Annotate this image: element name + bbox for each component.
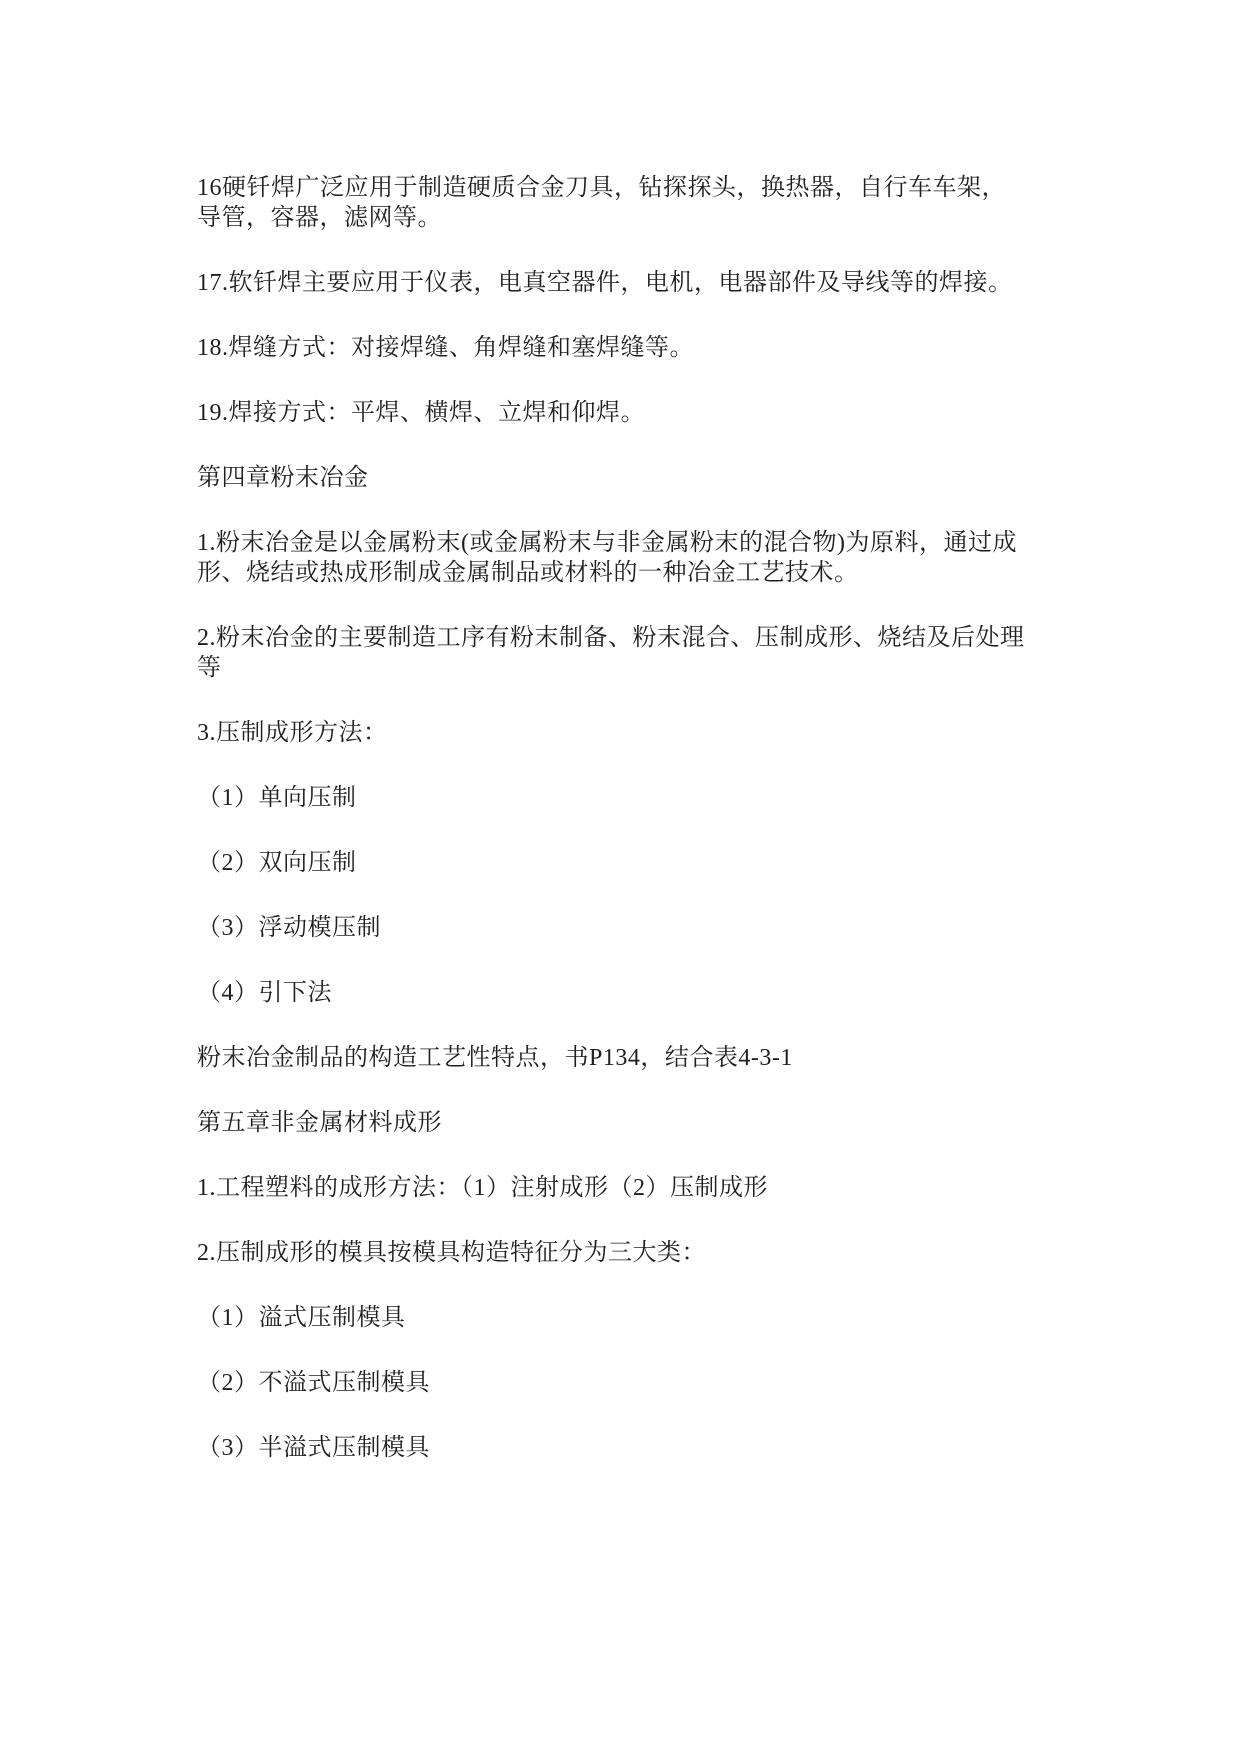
text-line: （3）浮动模压制 bbox=[197, 915, 381, 941]
paragraph bbox=[197, 268, 1029, 298]
paragraph bbox=[197, 173, 1029, 233]
text-line: 粉末冶金制品的构造工艺性特点，书P134，结合表4-3-1 bbox=[197, 1045, 793, 1071]
list-item bbox=[197, 913, 1029, 943]
paragraph bbox=[197, 1043, 1029, 1073]
text-line: 19.焊接方式：平焊、横焊、立焊和仰焊。 bbox=[197, 400, 645, 426]
paragraph bbox=[197, 1173, 1029, 1203]
list-item bbox=[197, 1368, 1029, 1398]
text-line: （4）引下法 bbox=[197, 980, 332, 1006]
paragraph bbox=[197, 1238, 1029, 1268]
text-line: 2.粉末冶金的主要制造工序有粉末制备、粉末混合、压制成形、烧结及后处理 bbox=[197, 625, 1025, 651]
paragraph bbox=[197, 398, 1029, 428]
paragraph bbox=[197, 623, 1029, 683]
text-line: 形、烧结或热成形制成金属制品或材料的一种冶金工艺技术。 bbox=[197, 560, 859, 586]
paragraph bbox=[197, 718, 1029, 748]
text-line: 2.压制成形的模具按模具构造特征分为三大类： bbox=[197, 1240, 706, 1266]
text-line: 1.工程塑料的成形方法：（1）注射成形（2）压制成形 bbox=[197, 1175, 768, 1201]
chapter-heading bbox=[197, 1108, 1029, 1138]
text-line: （1）溢式压制模具 bbox=[197, 1305, 406, 1331]
list-item bbox=[197, 848, 1029, 878]
text-line: 18.焊缝方式：对接焊缝、角焊缝和塞焊缝等。 bbox=[197, 335, 694, 361]
text-line: （1）单向压制 bbox=[197, 785, 357, 811]
text-line: （2）双向压制 bbox=[197, 850, 357, 876]
text-line: 3.压制成形方法： bbox=[197, 720, 388, 746]
paragraph bbox=[197, 333, 1029, 363]
text-line: 第四章粉末冶金 bbox=[197, 465, 369, 491]
text-line: 16硬钎焊广泛应用于制造硬质合金刀具，钻探探头，换热器，自行车车架， bbox=[197, 175, 1006, 201]
chapter-heading bbox=[197, 463, 1029, 493]
text-line: 导管，容器，滤网等。 bbox=[197, 205, 442, 231]
text-line: 1.粉末冶金是以金属粉末(或金属粉末与非金属粉末的混合物)为原料，通过成 bbox=[197, 530, 1017, 556]
list-item bbox=[197, 1303, 1029, 1333]
list-item bbox=[197, 978, 1029, 1008]
text-line: 17.软钎焊主要应用于仪表，电真空器件，电机，电器部件及导线等的焊接。 bbox=[197, 270, 1013, 296]
document-content bbox=[197, 173, 1029, 1498]
list-item bbox=[197, 1433, 1029, 1463]
text-line: 等 bbox=[197, 655, 222, 681]
text-line: 第五章非金属材料成形 bbox=[197, 1110, 442, 1136]
paragraph bbox=[197, 528, 1029, 588]
text-line: （2）不溢式压制模具 bbox=[197, 1370, 430, 1396]
text-line: （3）半溢式压制模具 bbox=[197, 1435, 430, 1461]
list-item bbox=[197, 783, 1029, 813]
